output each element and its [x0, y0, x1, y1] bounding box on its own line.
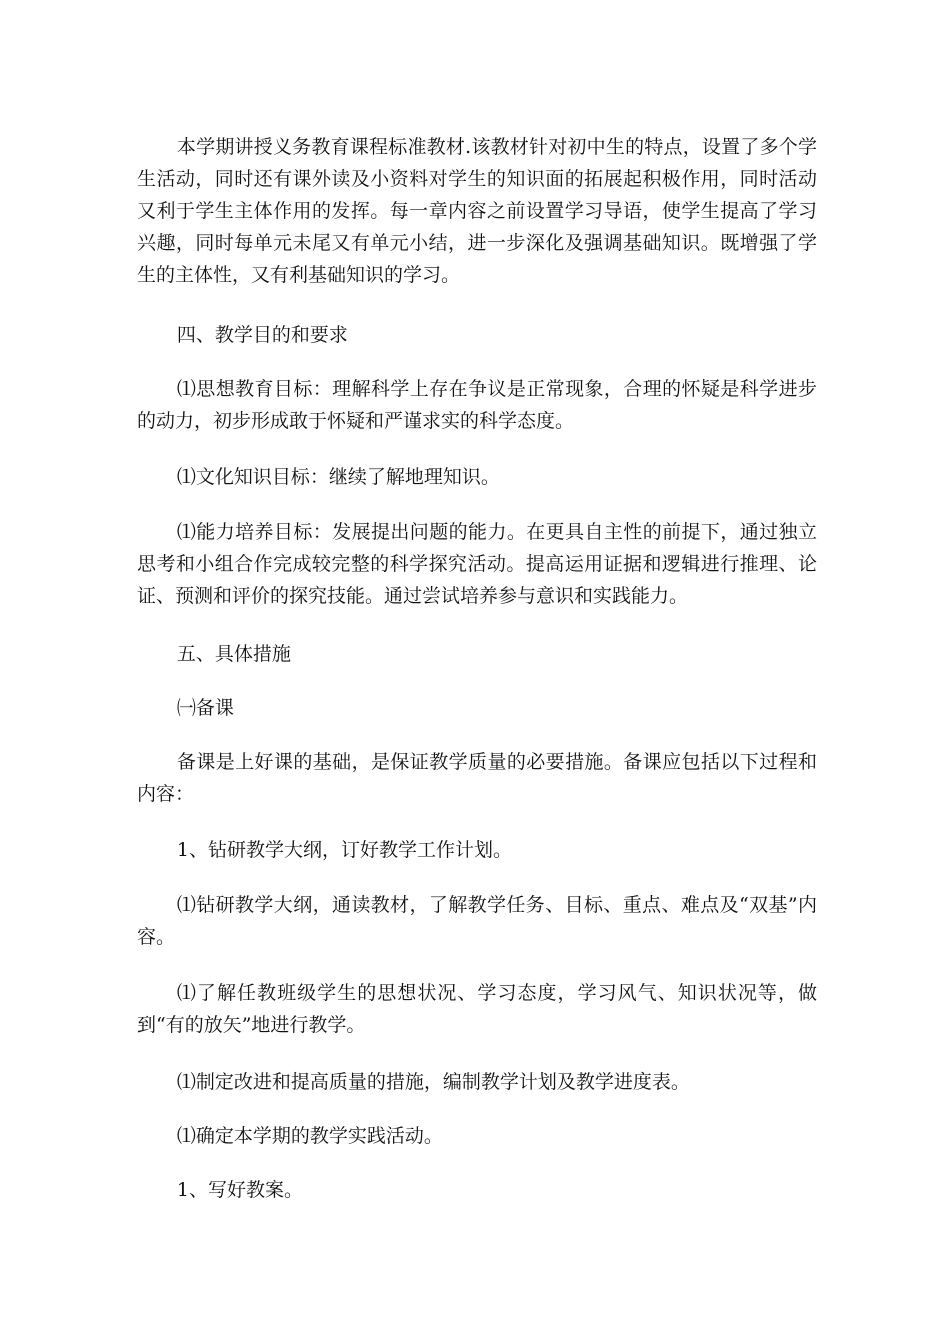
- goal-ideological-education: ⑴思想教育目标：理解科学上存在争议是正常现象，合理的怀疑是科学进步的动力，初步形成敢于怀疑和严谨求实的科学态度。: [137, 378, 817, 432]
- list-item-write-lesson-plans: 1、写好教案。: [176, 1179, 303, 1201]
- list-item-read-materials: ⑴钻研教学大纲，通读教材，了解教学任务、目标、重点、难点及“双基”内容。: [137, 894, 817, 948]
- section-heading-specific-measures: 五、具体措施: [176, 643, 291, 665]
- list-item-study-syllabus: 1、钻研教学大纲，订好教学工作计划。: [176, 839, 512, 861]
- goal-cultural-knowledge: ⑴文化知识目标：继续了解地理知识。: [176, 466, 500, 488]
- list-item-improvement-measures: ⑴制定改进和提高质量的措施，编制教学计划及教学进度表。: [176, 1071, 690, 1093]
- intro-paragraph: 本学期讲授义务教育课程标准教材.该教材针对初中生的特点，设置了多个学生活动，同时还有课外读及小资料对学生的知识面的拓展起积极作用，同时活动又利于学生主体作用的发挥。每一章内容之前设置学习导语，使学生提高了学习兴趣，同时每单元未尾又有单元小结，进一步深化及强调基础知识。既增强了学生的主体性，又有利基础知识的学习。: [137, 136, 817, 286]
- section-heading-teaching-goals: 四、教学目的和要求: [176, 324, 348, 346]
- subsection-heading-lesson-prep: ㈠备课: [176, 697, 234, 719]
- goal-ability-training: ⑴能力培养目标：发展提出问题的能力。在更具自主性的前提下，通过独立思考和小组合作完成较完整的科学探究活动。提高运用证据和逻辑进行推理、论证、预测和评价的探究技能。通过尝试培养参与意识和实践能力。: [137, 521, 817, 607]
- lesson-prep-paragraph: 备课是上好课的基础，是保证教学质量的必要措施。备课应包括以下过程和内容：: [137, 751, 817, 805]
- list-item-practice-activities: ⑴确定本学期的教学实践活动。: [176, 1125, 443, 1147]
- list-item-understand-students: ⑴了解任教班级学生的思想状况、学习态度，学习风气、知识状况等，做到“有的放矢”地进行教学。: [137, 982, 817, 1036]
